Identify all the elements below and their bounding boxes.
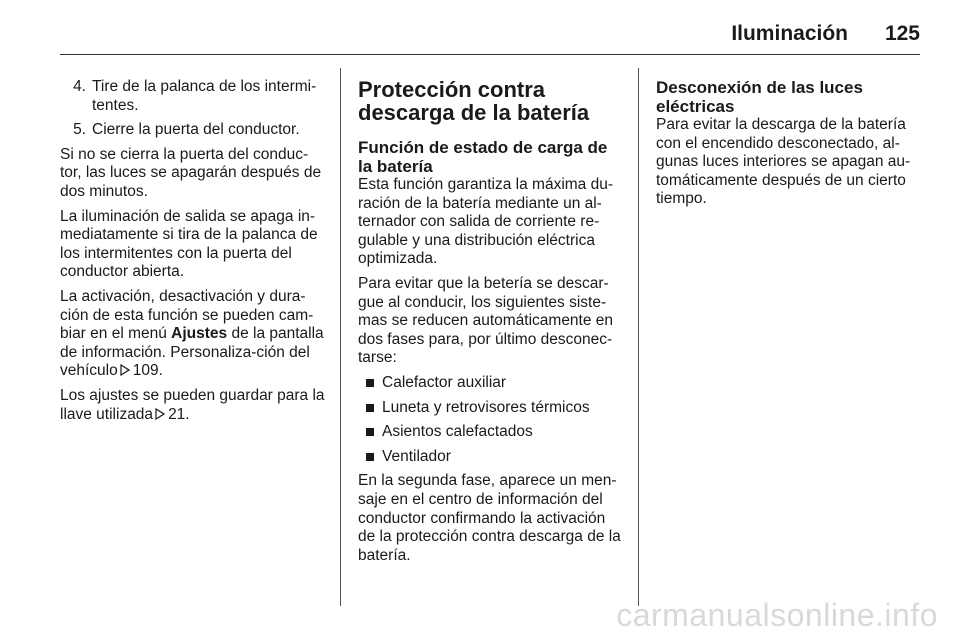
paragraph: La iluminación de salida se apaga in-mediatamente si tira de la palanca de los intermitentes con la puerta del conductor abierta. [60,207,318,281]
subsection-heading: Función de estado de carga de la batería [358,138,608,176]
paragraph: En la segunda fase, aparece un men-saje en el centro de información del conductor confirmando la activación de la protección contra descarga de la batería. [358,472,621,564]
step-number: 5. [73,121,86,139]
bullet-icon [366,404,374,412]
section-heading: Desconexión de las luces eléctricas [656,78,863,116]
paragraph [60,387,328,424]
paragraph: Si no se cierra la puerta del conduc-tor, las luces se apagarán después de dos minutos. [60,145,322,200]
column-left [60,78,328,430]
column-divider [638,68,639,606]
bullet-text: Luneta y retrovisores térmicos [382,398,590,416]
bullet-text: Ventilador [382,447,451,465]
paragraph: Para evitar la descarga de la batería con el encendido desconectado, al-gunas luces interiores se apagan au-tomáticamente después de un cierto tiempo. [656,116,911,208]
page-reference[interactable]: 109. [132,362,163,380]
menu-name: Ajustes [171,325,228,343]
list-item [358,399,624,418]
page-reference[interactable]: 21. [168,405,190,423]
list-item [358,374,624,393]
paragraph-text: Los ajustes se pueden guardar para la llave utilizada [60,386,325,423]
column-divider [340,68,341,606]
list-item [358,423,624,442]
step-number: 4. [73,78,86,95]
bullet-text: Calefactor auxiliar [382,373,507,391]
list-item [358,448,624,467]
page-number: 125 [884,22,920,45]
page-header [60,14,920,55]
list-item [60,121,328,140]
bullet-text: Asientos calefactados [382,423,533,441]
column-right [656,78,926,215]
paragraph-text: de la pantalla de información. Personaliza-ción del vehículo [60,325,324,380]
page-reference-icon [120,364,130,376]
section-heading: Protección contra descarga de la batería [358,77,590,125]
bullet-icon [366,379,374,387]
list-item [60,78,328,115]
step-text: Cierre la puerta del conductor. [92,121,300,139]
paragraph [60,288,328,381]
paragraph: Para evitar que la betería se descar-gue al conducir, los siguientes siste-mas se reducen automáticamente en dos fases para, por último desconec-tarse: [358,274,614,367]
step-text: Tire de la palanca de los intermi-tentes. [92,78,317,114]
bullet-icon [366,453,374,461]
watermark: carmanualsonline.info [616,597,938,633]
paragraph: Esta función garantiza la máxima du-ración de la batería mediante un al-ternador con salida de corriente re-gulable y una distribución eléctrica optimizada. [358,176,614,268]
page-reference-icon [155,408,165,420]
section-title: Iluminación [731,22,848,45]
bullet-icon [366,428,374,436]
paragraph-text: La activación, desactivación y dura-ción de esta función se pueden cam-biar en el menú [60,287,314,343]
column-middle [358,78,624,571]
